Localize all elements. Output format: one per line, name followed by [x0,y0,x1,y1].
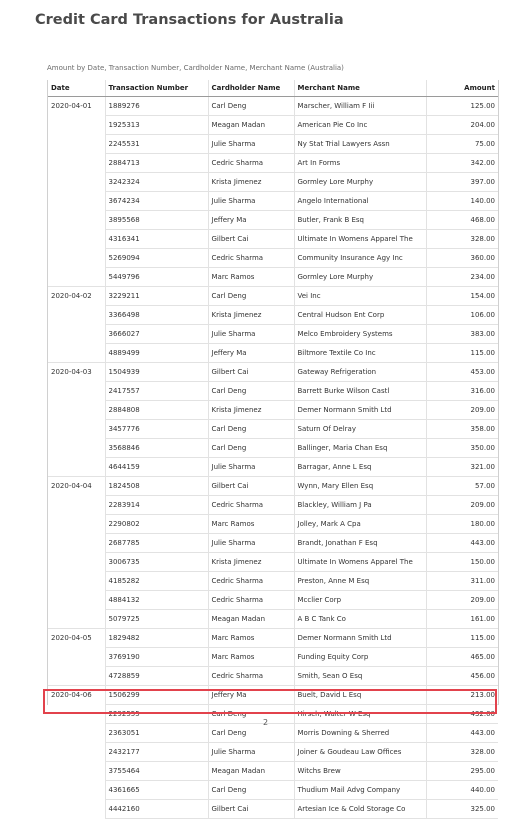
amount-cell: 328.00 [426,230,498,249]
merchant-name-cell: Preston, Anne M Esq [294,572,426,591]
amount-cell: 321.00 [426,458,498,477]
merchant-name-cell: Smith, Sean O Esq [294,667,426,686]
cardholder-name-cell: Cedric Sharma [208,249,294,268]
amount-cell: 358.00 [426,420,498,439]
amount-cell: 213.00 [426,686,498,705]
date-cell [48,211,105,230]
table-row [48,135,498,154]
amount-cell: 468.00 [426,211,498,230]
merchant-name-cell: Gateway Refrigeration [294,363,426,382]
column-header-amount[interactable]: Amount [426,80,498,97]
table-row [48,401,498,420]
merchant-name-cell: Angelo International [294,192,426,211]
page-number: 2 [262,718,269,727]
transaction-number-cell: 1506299 [105,686,208,705]
transaction-number-cell: 3242324 [105,173,208,192]
cardholder-name-cell: Julie Sharma [208,192,294,211]
table-row [48,781,498,800]
table-row [48,515,498,534]
amount-cell: 443.00 [426,534,498,553]
table-row [48,211,498,230]
amount-cell: 311.00 [426,572,498,591]
merchant-name-cell: Funding Equity Corp [294,648,426,667]
date-cell [48,154,105,173]
merchant-name-cell: Hirsch, Walter W Esq [294,705,426,724]
transaction-number-cell: 3006735 [105,553,208,572]
table-row [48,629,498,648]
transaction-number-cell: 4644159 [105,458,208,477]
table-row [48,534,498,553]
cardholder-name-cell: Cedric Sharma [208,572,294,591]
table-row [48,268,498,287]
cardholder-name-cell: Marc Ramos [208,629,294,648]
date-cell [48,496,105,515]
date-cell: 2020-04-02 [48,287,105,306]
merchant-name-cell: Butler, Frank B Esq [294,211,426,230]
amount-cell: 150.00 [426,553,498,572]
merchant-name-cell: Melco Embroidery Systems [294,325,426,344]
amount-cell: 234.00 [426,268,498,287]
table-row [48,306,498,325]
date-cell [48,116,105,135]
cardholder-name-cell: Krista Jimenez [208,553,294,572]
cardholder-name-cell: Julie Sharma [208,325,294,344]
merchant-name-cell: Central Hudson Ent Corp [294,306,426,325]
amount-cell: 453.00 [426,363,498,382]
table-row [48,591,498,610]
table-row [48,363,498,382]
transaction-number-cell: 4884132 [105,591,208,610]
cardholder-name-cell: Julie Sharma [208,743,294,762]
cardholder-name-cell: Gilbert Cai [208,477,294,496]
date-cell [48,648,105,667]
table-row [48,572,498,591]
date-cell [48,781,105,800]
amount-cell: 115.00 [426,629,498,648]
table-row [48,667,498,686]
cardholder-name-cell: Gilbert Cai [208,800,294,819]
merchant-name-cell: Biltmore Textile Co Inc [294,344,426,363]
transaction-number-cell: 4361665 [105,781,208,800]
date-cell [48,306,105,325]
amount-cell: 161.00 [426,610,498,629]
column-header-cardholder-name[interactable]: Cardholder Name [208,80,294,97]
merchant-name-cell: American Pie Co Inc [294,116,426,135]
cardholder-name-cell: Carl Deng [208,439,294,458]
merchant-name-cell: Demer Normann Smith Ltd [294,629,426,648]
table-row [48,230,498,249]
table-row [48,553,498,572]
date-cell [48,743,105,762]
table-row [48,477,498,496]
table-container[interactable] [47,80,499,813]
merchant-name-cell: Ballinger, Maria Chan Esq [294,439,426,458]
table-row [48,762,498,781]
transaction-number-cell: 5079725 [105,610,208,629]
table-row [48,743,498,762]
date-cell [48,135,105,154]
merchant-name-cell: Buelt, David L Esq [294,686,426,705]
cardholder-name-cell: Carl Deng [208,97,294,116]
transaction-number-cell: 2417557 [105,382,208,401]
date-cell: 2020-04-05 [48,629,105,648]
cardholder-name-cell: Cedric Sharma [208,154,294,173]
transaction-number-cell: 3769190 [105,648,208,667]
merchant-name-cell: Artesian Ice & Cold Storage Co [294,800,426,819]
table-row [48,249,498,268]
merchant-name-cell: Vei Inc [294,287,426,306]
table-row [48,458,498,477]
transaction-number-cell: 2290802 [105,515,208,534]
amount-cell: 154.00 [426,287,498,306]
merchant-name-cell: Wynn, Mary Ellen Esq [294,477,426,496]
cardholder-name-cell: Carl Deng [208,382,294,401]
date-cell [48,610,105,629]
merchant-name-cell: Joiner & Goudeau Law Offices [294,743,426,762]
cardholder-name-cell: Cedric Sharma [208,667,294,686]
amount-cell: 383.00 [426,325,498,344]
date-cell [48,382,105,401]
amount-cell: 443.00 [426,724,498,743]
merchant-name-cell: Ultimate In Womens Apparel The [294,230,426,249]
cardholder-name-cell: Gilbert Cai [208,363,294,382]
date-cell: 2020-04-03 [48,363,105,382]
amount-cell: 57.00 [426,477,498,496]
transaction-number-cell: 3674234 [105,192,208,211]
table-row [48,325,498,344]
amount-cell: 360.00 [426,249,498,268]
table-row [48,192,498,211]
table-row [48,496,498,515]
transaction-number-cell: 1925313 [105,116,208,135]
merchant-name-cell: Gormley Lore Murphy [294,173,426,192]
amount-cell: 140.00 [426,192,498,211]
table-row [48,287,498,306]
cardholder-name-cell: Krista Jimenez [208,306,294,325]
amount-cell: 432.00 [426,705,498,724]
date-cell [48,344,105,363]
cardholder-name-cell: Jeffery Ma [208,211,294,230]
amount-cell: 106.00 [426,306,498,325]
merchant-name-cell: Art In Forms [294,154,426,173]
table-row [48,648,498,667]
table-row [48,116,498,135]
amount-cell: 465.00 [426,648,498,667]
transaction-number-cell: 2283914 [105,496,208,515]
transaction-number-cell: 3755464 [105,762,208,781]
cardholder-name-cell: Carl Deng [208,287,294,306]
merchant-name-cell: Saturn Of Delray [294,420,426,439]
date-cell [48,420,105,439]
merchant-name-cell: Community Insurance Agy Inc [294,249,426,268]
date-cell: 2020-04-01 [48,97,105,116]
merchant-name-cell: Thudium Mail Advg Company [294,781,426,800]
column-header-merchant-name[interactable]: Merchant Name [294,80,426,97]
date-cell [48,230,105,249]
cardholder-name-cell: Marc Ramos [208,648,294,667]
amount-cell: 75.00 [426,135,498,154]
amount-cell: 342.00 [426,154,498,173]
transaction-number-cell: 3666027 [105,325,208,344]
merchant-name-cell: Ultimate In Womens Apparel The [294,553,426,572]
date-cell [48,534,105,553]
amount-cell: 180.00 [426,515,498,534]
cardholder-name-cell: Meagan Madan [208,610,294,629]
column-header-date[interactable]: Date [48,80,105,97]
cardholder-name-cell: Carl Deng [208,420,294,439]
date-cell [48,325,105,344]
cardholder-name-cell: Carl Deng [208,781,294,800]
table-row [48,382,498,401]
cardholder-name-cell: Krista Jimenez [208,401,294,420]
amount-cell: 350.00 [426,439,498,458]
merchant-name-cell: Jolley, Mark A Cpa [294,515,426,534]
cardholder-name-cell: Gilbert Cai [208,230,294,249]
column-header-transaction-number[interactable]: Transaction Number [105,80,208,97]
date-cell [48,553,105,572]
highlight-box [43,689,497,714]
cardholder-name-cell: Jeffery Ma [208,686,294,705]
date-cell [48,458,105,477]
cardholder-name-cell: Meagan Madan [208,762,294,781]
merchant-name-cell: Witchs Brew [294,762,426,781]
amount-cell: 209.00 [426,496,498,515]
transaction-number-cell: 1504939 [105,363,208,382]
table-header-row [48,80,498,97]
merchant-name-cell: Blackley, William J Pa [294,496,426,515]
table-row [48,154,498,173]
cardholder-name-cell: Julie Sharma [208,534,294,553]
merchant-name-cell: Morris Downing & Sherred [294,724,426,743]
table-row [48,97,498,116]
merchant-name-cell: Demer Normann Smith Ltd [294,401,426,420]
transaction-number-cell: 1829482 [105,629,208,648]
transaction-number-cell: 3457776 [105,420,208,439]
cardholder-name-cell: Meagan Madan [208,116,294,135]
transaction-number-cell: 4185282 [105,572,208,591]
cardholder-name-cell: Krista Jimenez [208,173,294,192]
transaction-number-cell: 1824508 [105,477,208,496]
amount-cell: 328.00 [426,743,498,762]
transaction-number-cell: 4442160 [105,800,208,819]
date-cell [48,667,105,686]
table-row [48,439,498,458]
transaction-number-cell: 2884808 [105,401,208,420]
cardholder-name-cell: Julie Sharma [208,458,294,477]
amount-cell: 440.00 [426,781,498,800]
cardholder-name-cell: Marc Ramos [208,268,294,287]
date-cell [48,762,105,781]
merchant-name-cell: Marscher, William F Iii [294,97,426,116]
transaction-number-cell: 3568846 [105,439,208,458]
transaction-number-cell: 4728859 [105,667,208,686]
table-row [48,420,498,439]
transaction-number-cell: 4889499 [105,344,208,363]
transaction-number-cell: 2292555 [105,705,208,724]
amount-cell: 295.00 [426,762,498,781]
date-cell [48,591,105,610]
date-cell [48,439,105,458]
page-title: Credit Card Transactions for Australia [35,12,344,28]
amount-cell: 204.00 [426,116,498,135]
cardholder-name-cell: Marc Ramos [208,515,294,534]
cardholder-name-cell: Cedric Sharma [208,496,294,515]
amount-cell: 115.00 [426,344,498,363]
table-row [48,610,498,629]
amount-cell: 325.00 [426,800,498,819]
transaction-number-cell: 3895568 [105,211,208,230]
amount-cell: 209.00 [426,401,498,420]
date-cell [48,173,105,192]
table-row [48,800,498,819]
transaction-number-cell: 3366498 [105,306,208,325]
merchant-name-cell: Mcclier Corp [294,591,426,610]
transaction-number-cell: 1889276 [105,97,208,116]
transaction-number-cell: 2245531 [105,135,208,154]
transaction-number-cell: 2432177 [105,743,208,762]
merchant-name-cell: Gormley Lore Murphy [294,268,426,287]
merchant-name-cell: Brandt, Jonathan F Esq [294,534,426,553]
amount-cell: 456.00 [426,667,498,686]
transaction-number-cell: 2363051 [105,724,208,743]
date-cell [48,515,105,534]
date-cell: 2020-04-04 [48,477,105,496]
merchant-name-cell: A B C Tank Co [294,610,426,629]
date-cell [48,249,105,268]
transaction-number-cell: 3229211 [105,287,208,306]
merchant-name-cell: Ny Stat Trial Lawyers Assn [294,135,426,154]
transaction-number-cell: 2687785 [105,534,208,553]
cardholder-name-cell: Jeffery Ma [208,344,294,363]
amount-cell: 397.00 [426,173,498,192]
amount-cell: 125.00 [426,97,498,116]
table-row [48,344,498,363]
transaction-number-cell: 4316341 [105,230,208,249]
cardholder-name-cell: Carl Deng [208,705,294,724]
report-subtitle: Amount by Date, Transaction Number, Cardholder Name, Merchant Name (Australia) [47,64,344,72]
transaction-number-cell: 5449796 [105,268,208,287]
date-cell: 2020-04-06 [48,686,105,705]
date-cell [48,572,105,591]
cardholder-name-cell: Carl Deng [208,724,294,743]
date-cell [48,800,105,819]
transaction-number-cell: 5269094 [105,249,208,268]
cardholder-name-cell: Julie Sharma [208,135,294,154]
amount-cell: 316.00 [426,382,498,401]
merchant-name-cell: Barrett Burke Wilson Castl [294,382,426,401]
table-row [48,173,498,192]
cardholder-name-cell: Cedric Sharma [208,591,294,610]
date-cell [48,192,105,211]
merchant-name-cell: Barragar, Anne L Esq [294,458,426,477]
amount-cell: 209.00 [426,591,498,610]
date-cell [48,268,105,287]
date-cell [48,401,105,420]
transaction-number-cell: 2884713 [105,154,208,173]
